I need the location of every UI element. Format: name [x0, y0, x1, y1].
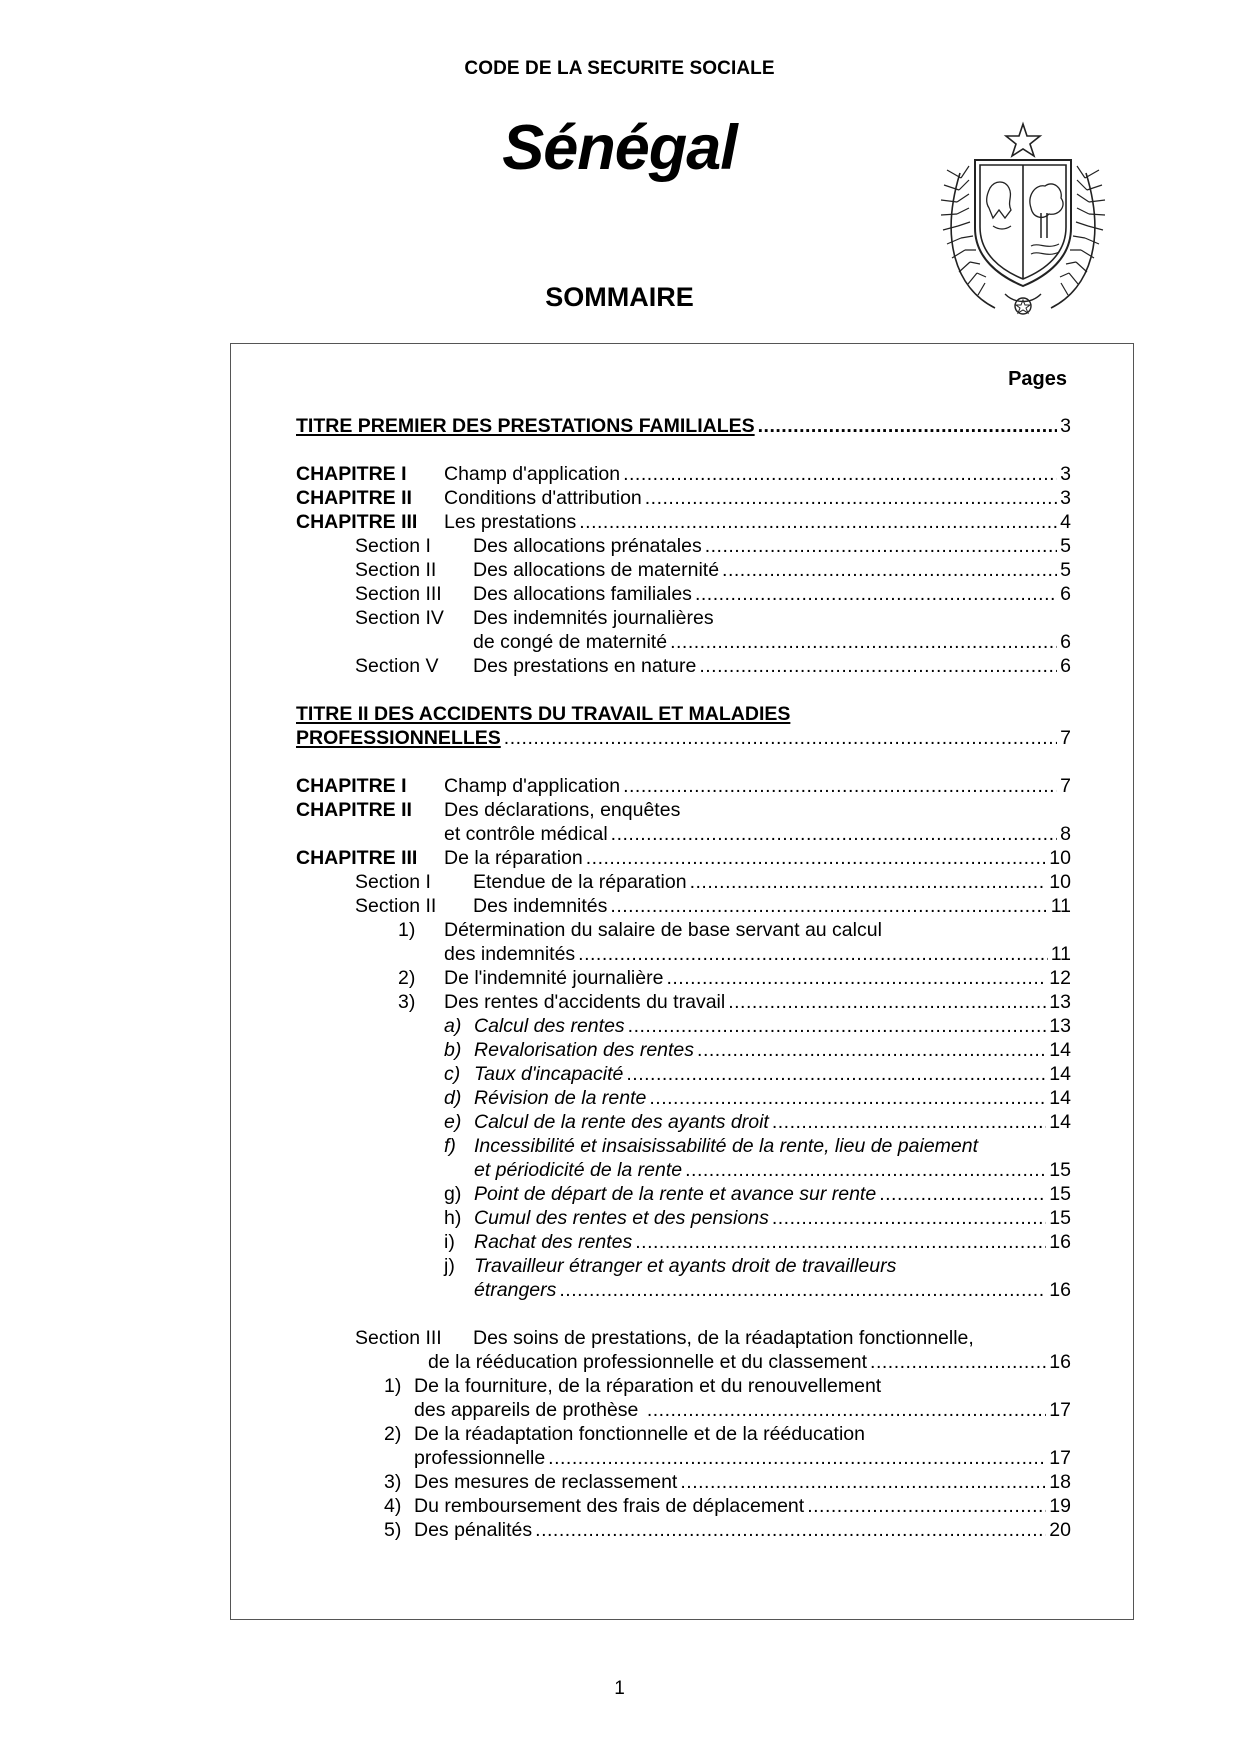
toc-entry[interactable]: [296, 462, 1071, 486]
toc-entry[interactable]: [384, 1470, 1071, 1494]
toc-entry[interactable]: [296, 798, 680, 822]
toc-label: 3): [398, 991, 416, 1013]
toc-text: des appareils de prothèse: [414, 1399, 644, 1421]
toc-page: 17: [1049, 1447, 1071, 1469]
toc-label: d): [444, 1087, 462, 1109]
toc-page: 18: [1049, 1471, 1071, 1493]
toc-text: Revalorisation des rentes: [474, 1039, 695, 1061]
toc-entry[interactable]: [428, 1350, 1071, 1374]
toc-entry[interactable]: [355, 558, 1071, 582]
toc-entry[interactable]: [296, 510, 1071, 534]
toc-label: CHAPITRE III: [296, 511, 418, 533]
toc-entry[interactable]: [444, 1182, 1071, 1206]
toc-label: 2): [398, 967, 416, 989]
toc-page: 3: [1060, 415, 1071, 437]
toc-label: g): [444, 1183, 462, 1205]
toc-text: De la réparation: [444, 847, 583, 869]
toc-page: 20: [1049, 1519, 1071, 1541]
toc-entry[interactable]: [414, 1446, 1071, 1470]
toc-label: f): [444, 1135, 456, 1157]
toc-text: De la fourniture, de la réparation et du renouvellement: [414, 1375, 882, 1397]
toc-entry[interactable]: [444, 1134, 978, 1158]
toc-text: Des rentes d'accidents du travail: [444, 991, 726, 1013]
toc-label: CHAPITRE III: [296, 847, 418, 869]
toc-label: PROFESSIONNELLES: [296, 727, 501, 749]
toc-entry[interactable]: [444, 822, 1071, 846]
toc-page: 8: [1060, 823, 1071, 845]
pages-column-header: Pages: [1008, 368, 1067, 390]
toc-text: Etendue de la réparation: [473, 871, 687, 893]
toc-entry[interactable]: [398, 966, 1071, 990]
toc-label: Section I: [355, 535, 431, 557]
toc-label: b): [444, 1039, 462, 1061]
toc-text: Conditions d'attribution: [444, 487, 642, 509]
sommaire-heading: SOMMAIRE: [545, 282, 694, 312]
toc-entry[interactable]: [355, 582, 1071, 606]
toc-text: Point de départ de la rente et avance sur rente: [474, 1183, 877, 1205]
toc-text: Des allocations familiales: [473, 583, 692, 605]
toc-page: 15: [1049, 1183, 1071, 1205]
toc-page: 14: [1049, 1063, 1071, 1085]
toc-entry[interactable]: [384, 1374, 881, 1398]
toc-page: 4: [1060, 511, 1071, 533]
toc-text: Des déclarations, enquêtes: [444, 799, 681, 821]
toc-label: Section III: [355, 583, 442, 605]
toc-page: 16: [1049, 1279, 1071, 1301]
toc-label: Section V: [355, 655, 439, 677]
toc-text: de la rééducation professionnelle et du classement: [428, 1351, 868, 1373]
toc-entry[interactable]: [474, 1278, 1071, 1302]
toc-label: i): [444, 1231, 455, 1253]
toc-label: TITRE II DES ACCIDENTS DU TRAVAIL ET MALADIES: [296, 703, 791, 725]
toc-page: 6: [1060, 655, 1071, 677]
toc-text: Des indemnités journalières: [473, 607, 714, 629]
toc-entry[interactable]: [355, 1326, 974, 1350]
toc-page: 3: [1060, 487, 1071, 509]
toc-entry[interactable]: [444, 1062, 1071, 1086]
toc-text: et périodicité de la rente: [474, 1159, 683, 1181]
toc-text: Des indemnités: [473, 895, 608, 917]
toc-text: Des allocations prénatales: [473, 535, 702, 557]
toc-text: Champ d'application: [444, 775, 621, 797]
toc-text: Rachat des rentes: [474, 1231, 633, 1253]
toc-text: professionnelle: [414, 1447, 546, 1469]
toc-label: CHAPITRE I: [296, 775, 407, 797]
toc-text: Incessibilité et insaisissabilité de la rente, lieu de paiement: [474, 1135, 979, 1157]
toc-page: 14: [1049, 1039, 1071, 1061]
toc-entry[interactable]: [384, 1494, 1071, 1518]
toc-entry[interactable]: [355, 534, 1071, 558]
toc-label: j): [444, 1255, 455, 1277]
toc-entry[interactable]: [444, 942, 1071, 966]
toc-page: 15: [1049, 1207, 1071, 1229]
toc-text: des indemnités: [444, 943, 576, 965]
toc-entry-titre-ii[interactable]: [296, 702, 790, 726]
toc-text: Des mesures de reclassement: [414, 1471, 678, 1493]
toc-text: Du remboursement des frais de déplacement: [414, 1495, 805, 1517]
toc-page: 11: [1050, 895, 1071, 917]
document-header-code: CODE DE LA SECURITE SOCIALE: [464, 58, 775, 79]
toc-text: De l'indemnité journalière: [444, 967, 664, 989]
toc-label: Section I: [355, 871, 431, 893]
toc-text: Des pénalités: [414, 1519, 533, 1541]
toc-entry[interactable]: [355, 654, 1071, 678]
toc-entry[interactable]: [474, 1158, 1071, 1182]
toc-label: 3): [384, 1471, 402, 1493]
toc-page: 11: [1050, 943, 1071, 965]
toc-text: De la réadaptation fonctionnelle et de la rééducation: [414, 1423, 865, 1445]
toc-page: 13: [1049, 991, 1071, 1013]
toc-label: 5): [384, 1519, 402, 1541]
toc-text: Calcul des rentes: [474, 1015, 625, 1037]
toc-label: 4): [384, 1495, 402, 1517]
toc-text: Des prestations en nature: [473, 655, 697, 677]
toc-page: 16: [1049, 1231, 1071, 1253]
toc-text: et contrôle médical: [444, 823, 608, 845]
toc-page: 10: [1049, 871, 1071, 893]
toc-entry[interactable]: [444, 1230, 1071, 1254]
toc-entry[interactable]: [296, 774, 1071, 798]
toc-label: Section III: [355, 1327, 442, 1349]
country-title: Sénégal: [502, 113, 737, 183]
toc-label: Section II: [355, 559, 437, 581]
toc-page: 12: [1049, 967, 1071, 989]
toc-text: Des allocations de maternité: [473, 559, 720, 581]
page-number: 1: [614, 1678, 625, 1699]
toc-entry-titre-premier[interactable]: [296, 414, 1071, 438]
toc-text: Calcul de la rente des ayants droit: [474, 1111, 769, 1133]
toc-entry[interactable]: [355, 894, 1071, 918]
toc-entry[interactable]: [444, 1086, 1071, 1110]
toc-entry[interactable]: [444, 1014, 1071, 1038]
toc-label: Section IV: [355, 607, 444, 629]
toc-page: 15: [1049, 1159, 1071, 1181]
toc-entry[interactable]: [444, 1206, 1071, 1230]
toc-page: 7: [1060, 727, 1071, 749]
toc-page: 14: [1049, 1111, 1071, 1133]
toc-label: Section II: [355, 895, 437, 917]
toc-text: Champ d'application: [444, 463, 621, 485]
toc-page: 6: [1060, 583, 1071, 605]
toc-entry[interactable]: [473, 630, 1071, 654]
toc-label: 1): [384, 1375, 402, 1397]
toc-text: Révision de la rente: [474, 1087, 647, 1109]
toc-text: Travailleur étranger et ayants droit de travailleurs: [474, 1255, 897, 1277]
toc-label: h): [444, 1207, 462, 1229]
toc-label: e): [444, 1111, 462, 1133]
toc-entry[interactable]: [444, 1254, 896, 1278]
toc-entry[interactable]: [398, 990, 1071, 1014]
toc-text: étrangers: [474, 1279, 557, 1301]
toc-page: 6: [1060, 631, 1071, 653]
toc-label: a): [444, 1015, 462, 1037]
toc-entry[interactable]: [444, 1110, 1071, 1134]
toc-text: de congé de maternité: [473, 631, 668, 653]
toc-entry[interactable]: [384, 1422, 865, 1446]
toc-text: Cumul des rentes et des pensions: [474, 1207, 769, 1229]
toc-entry[interactable]: [384, 1518, 1071, 1542]
toc-text: Taux d'incapacité: [474, 1063, 624, 1085]
toc-page: 16: [1049, 1351, 1071, 1373]
toc-page: 3: [1060, 463, 1071, 485]
toc-text: Détermination du salaire de base servant au calcul: [444, 919, 882, 941]
toc-page: 17: [1049, 1399, 1071, 1421]
toc-label: TITRE PREMIER DES PRESTATIONS FAMILIALES: [296, 415, 755, 437]
toc-page: 7: [1060, 775, 1071, 797]
toc-entry[interactable]: [414, 1398, 1071, 1422]
toc-entry[interactable]: [296, 846, 1071, 870]
toc-label: 1): [398, 919, 416, 941]
toc-page: 5: [1060, 559, 1071, 581]
toc-entry[interactable]: [444, 1038, 1071, 1062]
toc-page: 19: [1049, 1495, 1071, 1517]
toc-text: Les prestations: [444, 511, 577, 533]
toc-entry[interactable]: [398, 918, 882, 942]
toc-text: Des soins de prestations, de la réadaptation fonctionnelle,: [473, 1327, 974, 1349]
toc-label: 2): [384, 1423, 402, 1445]
toc-page: 14: [1049, 1087, 1071, 1109]
toc-entry[interactable]: [355, 870, 1071, 894]
toc-label: CHAPITRE II: [296, 487, 412, 509]
toc-page: 13: [1049, 1015, 1071, 1037]
toc-page: 5: [1060, 535, 1071, 557]
toc-entry[interactable]: [355, 606, 714, 630]
toc-label: CHAPITRE I: [296, 463, 407, 485]
toc-label: CHAPITRE II: [296, 799, 412, 821]
toc-label: c): [444, 1063, 461, 1085]
toc-page: 10: [1049, 847, 1071, 869]
toc-entry[interactable]: [296, 486, 1071, 510]
toc-entry-titre-ii-cont[interactable]: [296, 726, 1071, 750]
